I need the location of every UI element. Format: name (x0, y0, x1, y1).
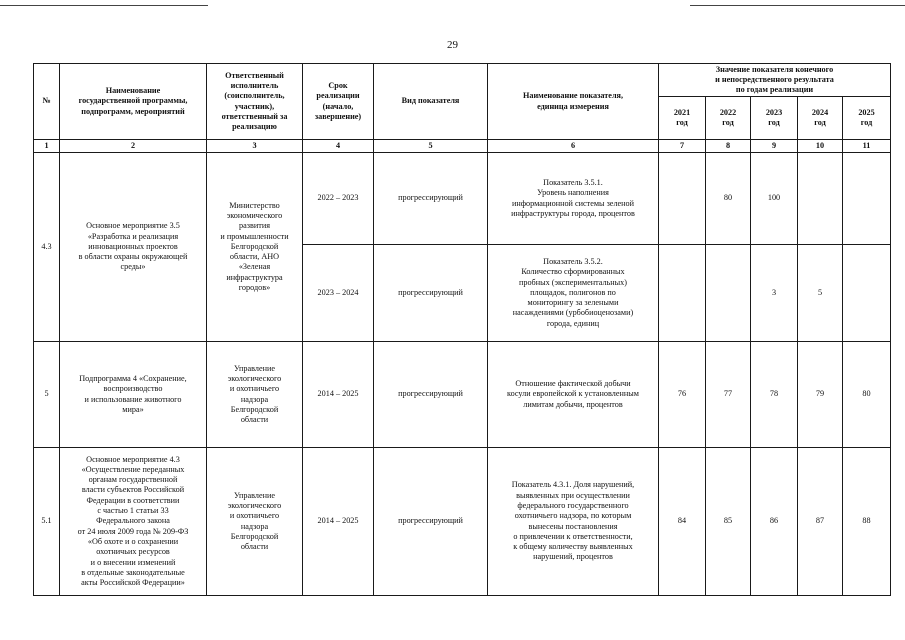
program-name: Подпрограмма 4 «Сохранение, воспроизводство и использование животного мира» (60, 342, 207, 448)
header-year-2024: 2024 год (798, 97, 843, 140)
header-year-2025: 2025 год (843, 97, 891, 140)
row-number: 5 (34, 342, 60, 448)
value-2025 (843, 245, 891, 342)
value-2022 (706, 245, 751, 342)
header-values-group: Значение показателя конечного и непосредственного результата по годам реализации (659, 64, 891, 97)
indicator-type: прогрессирующий (374, 153, 488, 245)
column-number: 6 (488, 140, 659, 153)
column-number: 3 (207, 140, 303, 153)
responsible-executor: Управление экологического и охотничьего надзора Белгородской области (207, 448, 303, 596)
indicator-type: прогрессирующий (374, 448, 488, 596)
header-row (34, 64, 891, 97)
indicator-name: Показатель 3.5.1. Уровень наполнения информационной системы зеленой инфраструктуры города, процентов (488, 153, 659, 245)
header-year-2021: 2021 год (659, 97, 706, 140)
header-responsible: Ответственный исполнитель (соисполнитель, участник), ответственный за реализацию (207, 64, 303, 140)
column-number: 8 (706, 140, 751, 153)
header-indicator-type: Вид показателя (374, 64, 488, 140)
value-2023: 86 (751, 448, 798, 596)
header-year-2023: 2023 год (751, 97, 798, 140)
row-number: 5.1 (34, 448, 60, 596)
value-2025: 80 (843, 342, 891, 448)
table-row-4-3-a (34, 153, 891, 245)
page-number: 29 (447, 39, 458, 51)
top-rule-left (0, 5, 208, 6)
indicator-name: Показатель 4.3.1. Доля нарушений, выявленных при осуществлении федерального государственного охотничьего надзора, по которым вынесены постановления о привлечении к ответственности, к общему количеству выявленных нарушений, процентов (488, 448, 659, 596)
row-number: 4.3 (34, 153, 60, 342)
implementation-term: 2014 – 2025 (303, 448, 374, 596)
header-indicator-name: Наименование показателя, единица измерения (488, 64, 659, 140)
header-program-name: Наименование государственной программы, подпрограмм, мероприятий (60, 64, 207, 140)
value-2022: 85 (706, 448, 751, 596)
column-numbers-row (34, 140, 891, 153)
value-2021 (659, 245, 706, 342)
implementation-term: 2022 – 2023 (303, 153, 374, 245)
responsible-executor: Управление экологического и охотничьего надзора Белгородской области (207, 342, 303, 448)
column-number: 7 (659, 140, 706, 153)
implementation-term: 2014 – 2025 (303, 342, 374, 448)
indicator-name: Показатель 3.5.2. Количество сформированных пробных (экспериментальных) площадок, полигонов по мониторингу за зелеными насаждениями (урбобиоценозами) города, единиц (488, 245, 659, 342)
header-no: № (34, 64, 60, 140)
program-name: Основное мероприятие 4.3 «Осуществление переданных органам государственной власти субъектов Российской Федерации в соответствии с частью 1 статьи 33 Федерального закона от 24 июля 2009 года № 209-ФЗ «Об охоте и о сохранении охотничьих ресурсов и о внесении изменений в отдельные законодательные акты Российской Федерации» (60, 448, 207, 596)
value-2023: 78 (751, 342, 798, 448)
column-number: 1 (34, 140, 60, 153)
indicator-type: прогрессирующий (374, 245, 488, 342)
value-2024: 79 (798, 342, 843, 448)
table-row-5 (34, 342, 891, 448)
column-number: 2 (60, 140, 207, 153)
table-row-5-1 (34, 448, 891, 596)
responsible-executor: Министерство экономического развития и промышленности Белгородской области, АНО «Зеленая инфраструктура городов» (207, 153, 303, 342)
indicator-table (33, 63, 891, 596)
value-2024 (798, 153, 843, 245)
header-year-2022: 2022 год (706, 97, 751, 140)
value-2022: 80 (706, 153, 751, 245)
program-name: Основное мероприятие 3.5 «Разработка и реализация инновационных проектов в области охраны окружающей среды» (60, 153, 207, 342)
value-2023: 3 (751, 245, 798, 342)
top-rule-right (690, 5, 905, 6)
header-term: Срок реализации (начало, завершение) (303, 64, 374, 140)
column-number: 4 (303, 140, 374, 153)
column-number: 9 (751, 140, 798, 153)
implementation-term: 2023 – 2024 (303, 245, 374, 342)
column-number: 11 (843, 140, 891, 153)
value-2021 (659, 153, 706, 245)
value-2021: 84 (659, 448, 706, 596)
indicator-name: Отношение фактической добычи косули европейской к установленным лимитам добычи, процентов (488, 342, 659, 448)
value-2024: 87 (798, 448, 843, 596)
column-number: 5 (374, 140, 488, 153)
column-number: 10 (798, 140, 843, 153)
indicator-type: прогрессирующий (374, 342, 488, 448)
value-2025 (843, 153, 891, 245)
value-2025: 88 (843, 448, 891, 596)
value-2021: 76 (659, 342, 706, 448)
value-2023: 100 (751, 153, 798, 245)
value-2024: 5 (798, 245, 843, 342)
value-2022: 77 (706, 342, 751, 448)
